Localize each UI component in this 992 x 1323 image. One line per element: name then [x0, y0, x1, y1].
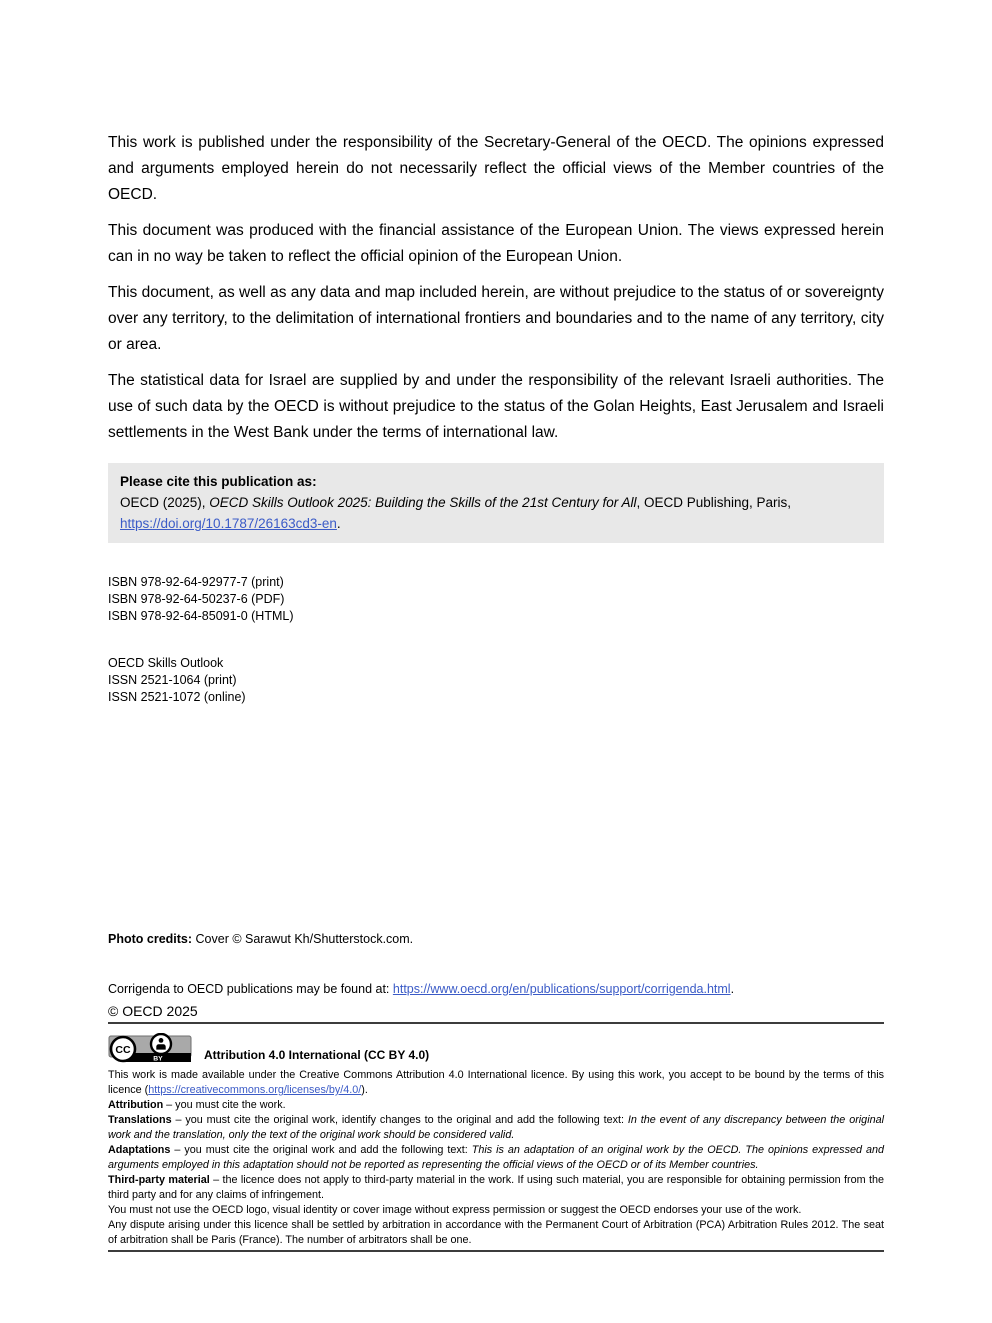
divider-bottom — [108, 1250, 884, 1252]
divider-top — [108, 1022, 884, 1024]
isbn-pdf: ISBN 978-92-64-50237-6 (PDF) — [108, 592, 285, 606]
license-attribution — [108, 1098, 884, 1113]
license-intro — [108, 1068, 884, 1098]
adaptations-text: – you must cite the original work and add the following text: — [170, 1144, 472, 1156]
cc-licence-link[interactable]: https://creativecommons.org/licenses/by/4.0/ — [148, 1084, 362, 1096]
isbn-print: ISBN 978-92-64-92977-7 (print) — [108, 575, 284, 589]
third-party-text: – the licence does not apply to third-party material in the work. If using such material, you are responsible for obtaining permission from the third party and for any claims of infringement. — [108, 1174, 884, 1201]
person-icon — [159, 1038, 164, 1043]
photo-credits — [108, 931, 884, 948]
citation-box — [108, 463, 884, 543]
disclaimer-paragraph-2: This document was produced with the financial assistance of the European Union. The views expressed herein can in no way be taken to reflect the official opinion of the European Union. — [108, 222, 884, 265]
corrigenda-line — [108, 981, 884, 998]
license-intro-before: This work is made available under the Creative Commons Attribution 4.0 International licence. By using this work, you accept to be bound by the terms of this licence ( — [108, 1069, 884, 1096]
citation-label: Please cite this publication as: — [120, 474, 317, 489]
citation-period: . — [336, 516, 341, 531]
page-content — [108, 0, 884, 1252]
license-intro-after: ). — [361, 1084, 368, 1096]
publication-title: OECD Skills Outlook 2025: Building the Skills of the 21st Century for All — [209, 495, 637, 510]
adaptations-italic-text: This is an adaptation of an original work by the OECD. The opinions expressed and arguments employed in this adaptation should not be reported as representing the official views of the OECD or of its Member countries. — [108, 1144, 884, 1171]
isbn-html: ISBN 978-92-64-85091-0 (HTML) — [108, 609, 294, 623]
license-dispute: Any dispute arising under this licence shall be settled by arbitration in accordance with the Permanent Court of Arbitration (PCA) Arbitration Rules 2012. The seat of arbitration shall be Paris (France). The number of arbitrators shall be one. — [108, 1219, 884, 1246]
license-logo-restriction: You must not use the OECD logo, visual identity or cover image without express permission or suggest the OECD endorses your use of the work. — [108, 1204, 802, 1216]
citation-text — [120, 492, 870, 534]
license-translations — [108, 1113, 884, 1143]
disclaimer-paragraph-1: This work is published under the responsibility of the Secretary-General of the OECD. The opinions expressed and arguments employed herein do not necessarily reflect the official views of the Member countries of the OECD. — [108, 134, 884, 203]
license-fine-print — [108, 1068, 884, 1248]
corrigenda-link[interactable]: https://www.oecd.org/en/publications/support/corrigenda.html — [392, 982, 731, 996]
license-header — [108, 1033, 884, 1063]
doi-link[interactable]: https://doi.org/10.1787/26163cd3-en — [120, 516, 337, 531]
citation-after: , OECD Publishing, Paris, — [636, 495, 792, 510]
license-heading: Attribution 4.0 International (CC BY 4.0) — [204, 1048, 430, 1062]
attribution-label: Attribution — [108, 1099, 164, 1111]
copyright-notice: © OECD 2025 — [108, 1003, 198, 1019]
license-third-party — [108, 1173, 884, 1203]
disclaimer-paragraph-4: The statistical data for Israel are supplied by and under the responsibility of the relevant Israeli authorities. The use of such data by the OECD is without prejudice to the status of the Golan Heights, East Jerusalem and Israeli settlements in the West Bank under the terms of international law. — [108, 372, 884, 441]
photo-credits-label: Photo credits: — [108, 932, 193, 946]
cc-badge-cc-text: CC — [115, 1044, 131, 1056]
cc-by-badge-icon — [108, 1033, 192, 1063]
isbn-block — [108, 574, 884, 625]
corrigenda-before: Corrigenda to OECD publications may be found at: — [108, 982, 393, 996]
translations-italic-text: In the event of any discrepancy between the original work and the translation, only the text of the original work should be considered valid. — [108, 1114, 884, 1141]
attribution-text: – you must cite the work. — [163, 1099, 286, 1111]
third-party-label: Third-party material — [108, 1174, 210, 1186]
issn-block — [108, 655, 884, 706]
issn-print: ISSN 2521-1064 (print) — [108, 673, 237, 687]
corrigenda-after: . — [730, 982, 735, 996]
license-adaptations — [108, 1143, 884, 1173]
citation-before: OECD (2025), — [120, 495, 210, 510]
photo-credits-text: Cover © Sarawut Kh/Shutterstock.com. — [192, 932, 414, 946]
translations-text: – you must cite the original work, identify changes to the original and add the following text: — [171, 1114, 628, 1126]
cc-badge-by-text: BY — [153, 1055, 163, 1063]
issn-online: ISSN 2521-1072 (online) — [108, 690, 246, 704]
translations-label: Translations — [108, 1114, 172, 1126]
series-name: OECD Skills Outlook — [108, 656, 224, 670]
adaptations-label: Adaptations — [108, 1144, 171, 1156]
disclaimer-paragraph-3: This document, as well as any data and map included herein, are without prejudice to the status of or sovereignty over any territory, to the delimitation of international frontiers and boundaries and to the name of any territory, city or area. — [108, 284, 884, 353]
